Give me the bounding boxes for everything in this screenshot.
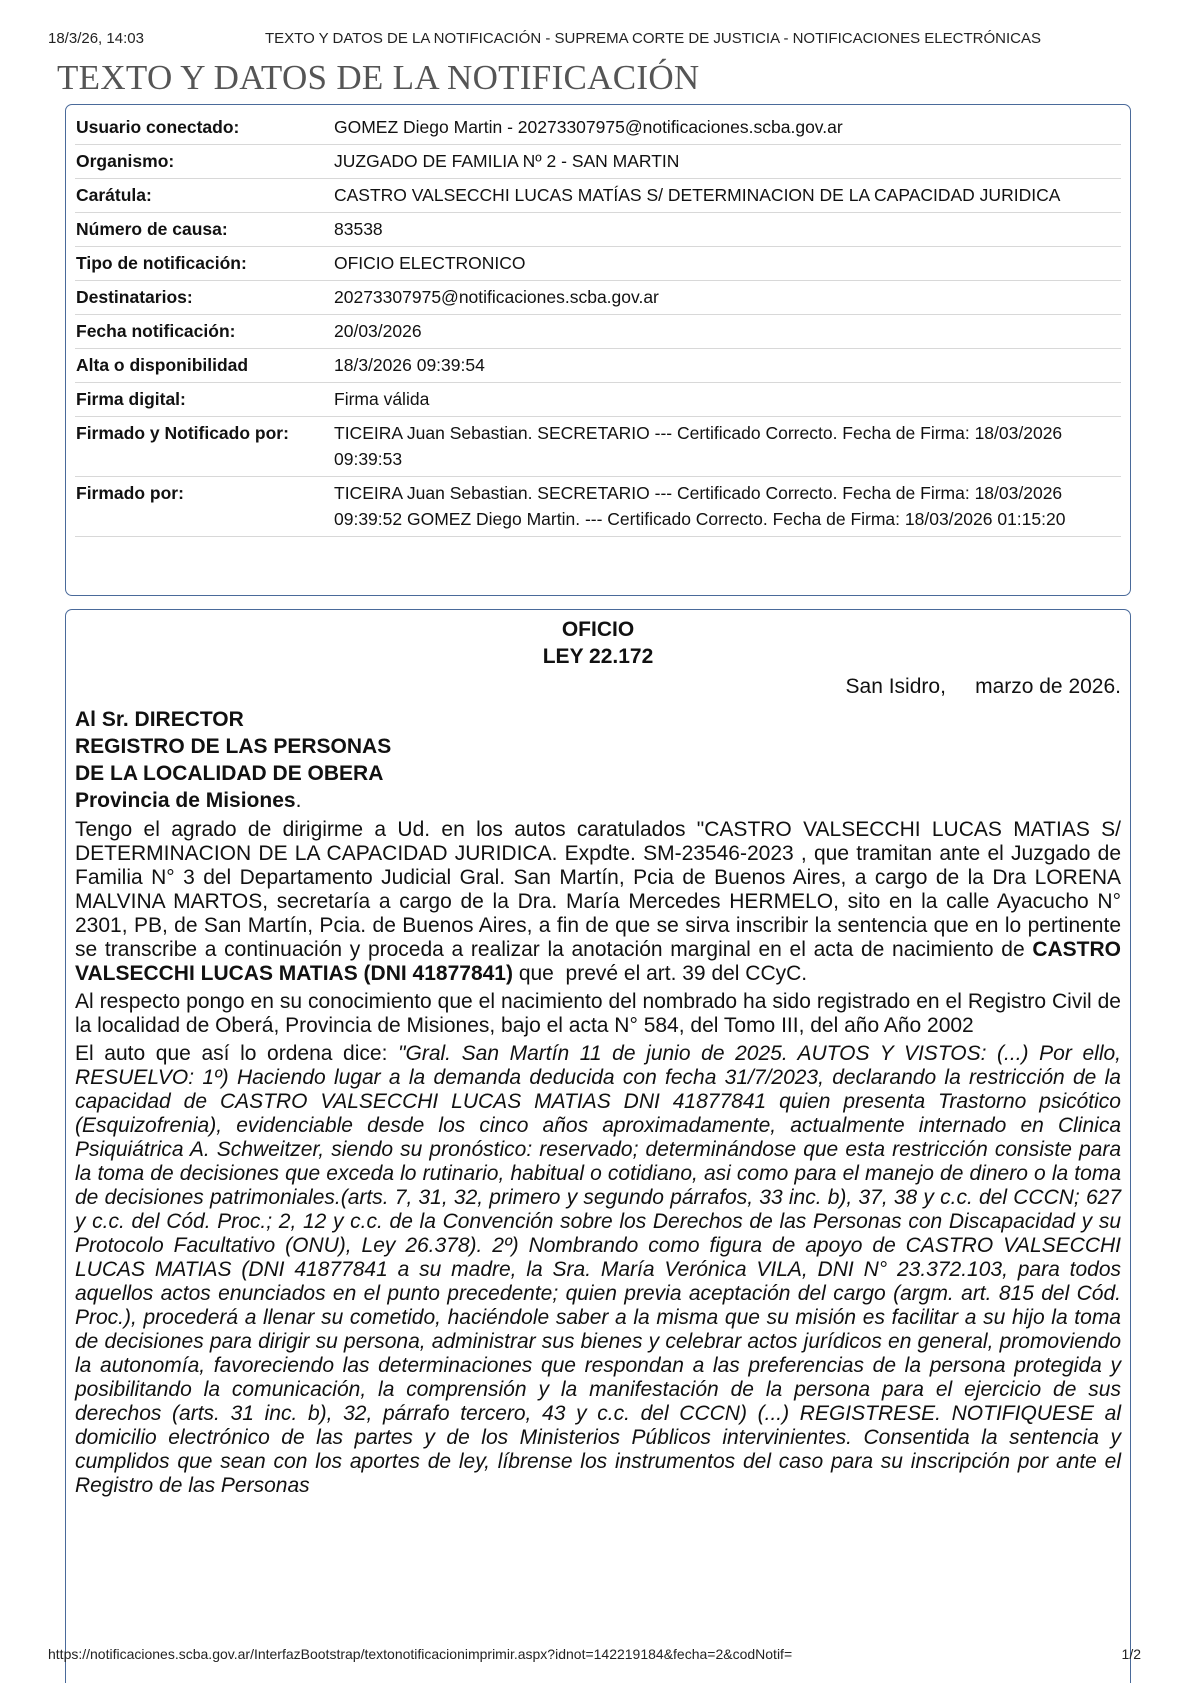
field-value: 20/03/2026 [334,321,422,341]
field-row-tipo-notificacion [75,247,1121,281]
field-label: Firmado y Notificado por: [76,423,289,443]
recipient-province: Provincia de Misiones [75,789,296,812]
field-row-organismo [75,145,1121,179]
field-label: Usuario conectado: [76,117,240,137]
recipient-line: DE LA LOCALIDAD DE OBERA [75,762,384,785]
field-value: 83538 [334,219,383,239]
field-value: 18/3/2026 09:39:54 [334,355,485,375]
field-row-firmado-por [75,477,1121,537]
field-value: Firma válida [334,389,430,409]
field-row-numero-causa [75,213,1121,247]
field-row-firmado-notificado [75,417,1121,477]
paragraph-text-end: que prevé el art. 39 del CCyC. [512,962,808,985]
document-recipient [75,706,1121,814]
recipient-line [75,787,1121,814]
field-row-destinatarios [75,281,1121,315]
field-label: Tipo de notificación: [76,253,247,273]
document-panel [65,609,1131,1683]
print-date: 18/3/26, 14:03 [48,30,144,47]
recipient-line: Al Sr. DIRECTOR [75,708,244,731]
recipient-line: REGISTRO DE LAS PERSONAS [75,735,392,758]
document-paragraph-3 [75,1042,1121,1498]
print-title: TEXTO Y DATOS DE LA NOTIFICACIÓN - SUPREMA CORTE DE JUSTICIA - NOTIFICACIONES ELECTRÓNICAS [265,30,1041,47]
field-value: JUZGADO DE FAMILIA Nº 2 - SAN MARTIN [334,151,680,171]
document-place-date: San Isidro, marzo de 2026. [845,675,1121,698]
field-row-fecha-notificacion [75,315,1121,349]
field-value: TICEIRA Juan Sebastian. SECRETARIO --- Certificado Correcto. Fecha de Firma: 18/03/2026 09:39:53 [334,423,1063,469]
field-label: Firmado por: [76,483,184,503]
field-label: Carátula: [76,185,152,205]
paragraph-quote: "Gral. San Martín 11 de junio de 2025. AUTOS Y VISTOS: (...) Por ello, RESUELVO: 1º) Haciendo lugar a la demanda deducida con fecha 31/7/2023, declarando la restricción de la capacidad de CASTRO VALSECCHI LUCAS MATIAS DNI 41877841 quien presenta Trastorno psicótico (Esquizofrenia), evidenciable desde los cinco años aproximadamente, actualmente internado en Clinica Psiquiátrica A. Schweitzer, siendo su pronóstico: reservado; determinándose que esta restricción consiste para la toma de decisiones que exceda lo rutinario, habitual o cotidiano, asi como para el manejo de dinero o la toma de decisiones patrimoniales.(arts. 7, 31, 32, primero y segundo párrafos, 33 inc. b), 37, 38 y c.c. del CCCN; 627 y c.c. del Cód. Proc.; 2, 12 y c.c. de la Convención sobre los Derechos de las Personas con Discapacidad y su Protocolo Facultativo (ONU), Ley 26.378). 2º) Nombrando como figura de apoyo de CASTRO VALSECCHI LUCAS MATIAS (DNI 41877841 a su madre, la Sra. María Verónica VILA, DNI N° 23.372.103, para todos aquellos actos enunciados en el punto precedente; quien previa aceptación del cargo (argm. art. 815 del Cód. Proc.), procederá a llenar su cometido, haciéndole saber a la misma que su misión es facilitar a su hijo la toma de decisiones para dirigir su persona, administrar sus bienes y celebrar actos jurídicos en general, promoviendo la autonomía, favoreciendo las determinaciones que respondan a las preferencias de la persona protegida y posibilitando la comunicación, la comprensión y la manifestación de la persona para el ejercicio de sus derechos (arts. 31 inc. b), 32, párrafo tercero, 43 y c.c. del CCCN) (...) REGISTRESE. NOTIFIQUESE al domicilio electrónico de las partes y de los Ministerios Públicos intervinientes. Consentida la sentencia y cumplidos que sean con los aportes de ley, líbrense los instrumentos del caso para su inscripción por ante el Registro de las Personas [75,1042,1121,1497]
page-title: TEXTO Y DATOS DE LA NOTIFICACIÓN [57,58,700,97]
field-row-alta [75,349,1121,383]
paragraph-bold-name: CASTRO VALSECCHI LUCAS MATIAS (DNI 41877841) [75,938,1127,985]
field-label: Destinatarios: [76,287,193,307]
document-subheading: LEY 22.172 [542,645,654,668]
field-row-usuario [75,111,1121,145]
notification-data-panel [65,104,1131,596]
field-label: Firma digital: [76,389,186,409]
paragraph-text: Tengo el agrado de dirigirme a Ud. en los autos caratulados "CASTRO VALSECCHI LUCAS MATIAS S/ DETERMINACION DE LA CAPACIDAD JURIDICA. Expdte. SM-23546-2023 , que tramitan ante el Juzgado de Familia N° 3 del Departamento Judicial Gral. San Martín, Pcia de Buenos Aires, a cargo de la Dra LORENA MALVINA MARTOS, secretaría a cargo de la Dra. María Mercedes HERMELO, sito en la calle Ayacucho N° 2301, PB, de San Martín, Pcia. de Buenos Aires, a fin de que se sirva inscribir la sentencia que en lo pertinente se transcribe a continuación y proceda a realizar la anotación marginal en el acta de nacimiento de [75,818,1127,961]
field-label: Organismo: [76,151,175,171]
recipient-period: . [295,789,302,812]
field-label: Fecha notificación: [76,321,236,341]
print-url: https://notificaciones.scba.gov.ar/InterfazBootstrap/textonotificacionimprimir.aspx?idnot=142219184&fecha=2&codNotif= [48,1646,793,1662]
document-paragraph-2: Al respecto pongo en su conocimiento que el nacimiento del nombrado ha sido registrado en el Registro Civil de la localidad de Oberá, Provincia de Misiones, bajo el acta N° 584, del Tomo III, del año Año 2002 [75,990,1121,1037]
page-number: 1/2 [1121,1646,1141,1662]
field-value: 20273307975@notificaciones.scba.gov.ar [334,287,659,307]
field-row-caratula [75,179,1121,213]
field-value: TICEIRA Juan Sebastian. SECRETARIO --- Certificado Correcto. Fecha de Firma: 18/03/2026 09:39:52 GOMEZ Diego Martin. --- Certificado Correcto. Fecha de Firma: 18/03/2026 01:15:20 [334,483,1066,529]
document-paragraph-1 [75,818,1127,986]
field-value: GOMEZ Diego Martin - 20273307975@notificaciones.scba.gov.ar [334,117,843,137]
field-value: CASTRO VALSECCHI LUCAS MATÍAS S/ DETERMINACION DE LA CAPACIDAD JURIDICA [334,185,1061,205]
field-row-firma-digital [75,383,1121,417]
field-value: OFICIO ELECTRONICO [334,253,526,273]
field-label: Alta o disponibilidad [76,355,249,375]
field-label: Número de causa: [76,219,228,239]
document-heading: OFICIO [561,618,635,641]
paragraph-lead: El auto que así lo ordena dice: [75,1042,399,1065]
